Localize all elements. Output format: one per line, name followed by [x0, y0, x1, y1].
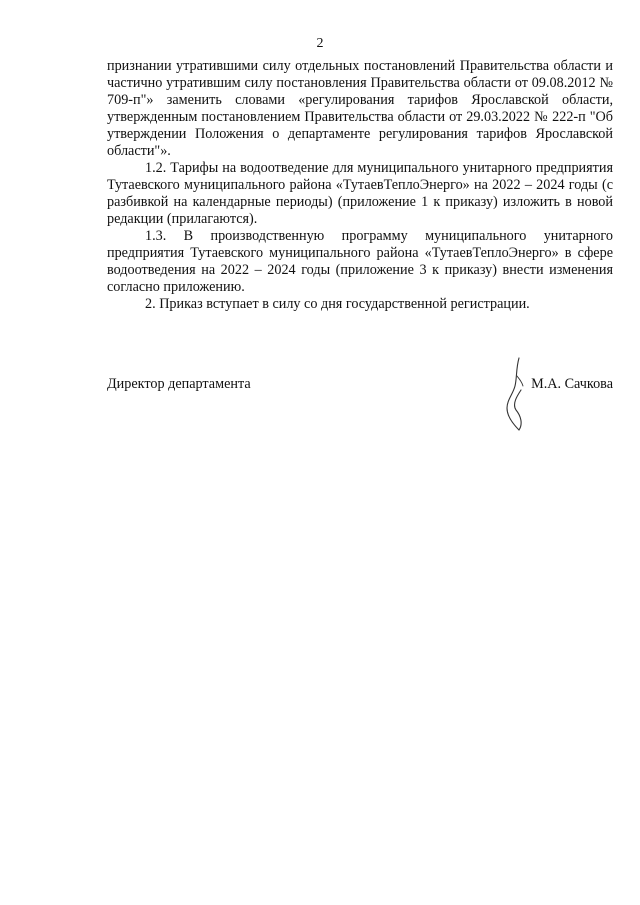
paragraph-continuation: признании утратившими силу отдельных постановлений Правительства области и частично утратившим силу постановления Правительства области от 09.08.2012 № 709-п"» заменить словами «регулирования тарифов Ярославской области, утвержденным постановлением Правительства области от 29.03.2022 № 222-п "Об утверждении Положения о департаменте регулирования тарифов Ярославской области"».: [107, 58, 613, 159]
document-body: [107, 58, 613, 313]
handwritten-signature-icon: [499, 356, 539, 434]
signatory-title: Директор департамента: [107, 376, 251, 392]
paragraph-1-3: 1.3. В производственную программу муниципального унитарного предприятия Тутаевского муниципального района «ТутаевТеплоЭнерго» в сфере водоотведения на 2022 – 2024 годы (приложение 3 к приказу) внести изменения согласно приложению.: [107, 228, 613, 295]
paragraph-2: 2. Приказ вступает в силу со дня государственной регистрации.: [145, 296, 530, 312]
paragraph-1-2: 1.2. Тарифы на водоотведение для муниципального унитарного предприятия Тутаевского муниципального района «ТутаевТеплоЭнерго» на 2022 – 2024 годы (с разбивкой на календарные периоды) (приложение 1 к приказу) изложить в новой редакции (прилагаются).: [107, 160, 613, 227]
signature-block: [107, 376, 613, 436]
signatory-name: М.А. Сачкова: [531, 376, 613, 392]
page-number: 2: [316, 36, 324, 51]
